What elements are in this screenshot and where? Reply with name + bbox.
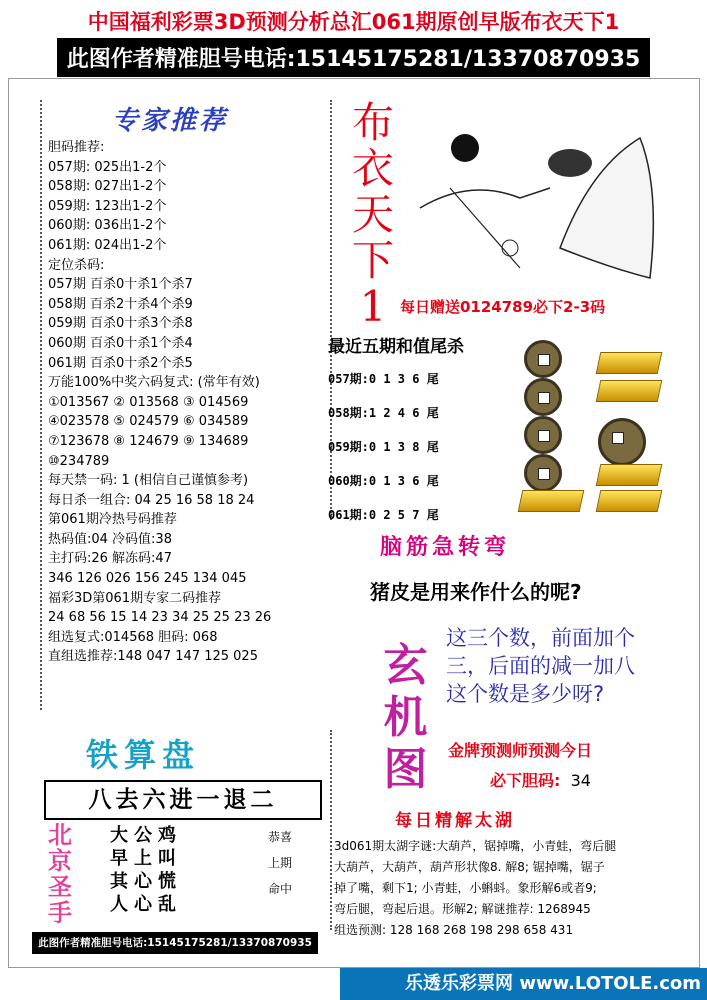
abacus-side-char: 圣 (48, 873, 72, 901)
expert-line: 胆码推荐: (48, 140, 105, 155)
riddle-line: 这三个数，前面加个 (446, 626, 635, 650)
expert-line: 060期 百杀0十杀1个杀4 (48, 335, 193, 351)
expert-line: 组选复式:014568 胆码: 068 (48, 629, 218, 645)
coin-icon (524, 416, 562, 454)
expert-line: 每天禁一码: 1 (相信自己谨慎参考) (48, 473, 249, 489)
bird-shape (548, 149, 592, 177)
taihu-line: 组选预测: 128 168 268 198 298 658 431 (334, 923, 574, 937)
taihu-line: 掉了嘴，剩下1; 小青蛙，小蝌蚪。象形解6或者9; (334, 881, 597, 895)
must-value: 34 (570, 771, 591, 790)
abacus-congrats (268, 824, 292, 902)
brand-char: 1 (359, 282, 387, 331)
coins-gold-illustration (520, 340, 690, 520)
gold-bar-icon (596, 352, 663, 374)
poem-line: 大公鸡 (110, 825, 182, 846)
expert-line: 059期 百杀0十杀3个杀8 (48, 316, 193, 332)
must-pick (490, 768, 591, 791)
expert-line: 直组选推荐:148 047 147 125 025 (48, 649, 258, 665)
trail-line: 060期:0 1 3 6 尾 (328, 474, 439, 488)
gold-bar-icon (596, 490, 663, 512)
riddle-numbers (446, 624, 696, 708)
hill-line (420, 188, 550, 208)
expert-line: 057期: 025出1-2个 (48, 159, 167, 175)
congrats-line: 上期 (268, 856, 293, 870)
gold-bar-icon (518, 490, 585, 512)
trail-line: 061期:0 2 5 7 尾 (328, 508, 439, 522)
expert-line: 057期 百杀0十杀1个杀7 (48, 277, 193, 293)
riddle-line: 这个数是多少呀? (446, 682, 605, 706)
expert-line: ①013567 ② 013568 ③ 014569 (48, 394, 249, 410)
branch-line (450, 188, 520, 268)
bird-illustration (410, 108, 680, 288)
expert-line: 热码值:04 冷码值:38 (48, 531, 172, 547)
xuanji-vertical (378, 640, 433, 795)
abacus-side-char: 手 (48, 899, 72, 927)
expert-line: ⑩234789 (48, 453, 110, 469)
expert-line: ⑦123678 ⑧ 124679 ⑨ 134689 (48, 433, 249, 449)
expert-line: 万能100%中奖六码复式: (常年有效) (48, 375, 260, 391)
gold-bar-icon (596, 464, 663, 486)
expert-line: 主打码:26 解冻码:47 (48, 551, 172, 567)
coin-icon (524, 454, 562, 492)
gold-title: 金牌预测师预测今日 (448, 741, 593, 760)
trail-title: 最近五期和值尾杀 (328, 337, 464, 357)
expert-line: 定位杀码: (48, 257, 105, 273)
expert-line: 061期 百杀0十杀2个杀5 (48, 355, 193, 371)
expert-line: 24 68 56 15 14 23 34 25 25 23 26 (48, 610, 272, 626)
trail-line: 059期:0 1 3 8 尾 (328, 440, 439, 454)
abacus-poem (110, 824, 182, 916)
expert-line: ④023578 ⑤ 024579 ⑥ 034589 (48, 414, 249, 430)
brand-vertical (348, 100, 398, 330)
xuanji-char: 图 (383, 744, 428, 795)
brand-char: 布 (351, 98, 394, 147)
abacus-boxed-text: 八去六进一退二 (44, 780, 322, 820)
expert-list (48, 138, 338, 667)
expert-line: 059期: 123出1-2个 (48, 198, 167, 214)
taihu-line: 3d061期太湖字谜:大葫芦，锯掉嘴，小青蛙，弯后腿 (334, 839, 617, 853)
congrats-line: 命中 (268, 882, 293, 896)
poem-line: 其心慌 (110, 871, 182, 892)
site-link[interactable]: 乐透乐彩票网 www.LOTOLE.com (340, 968, 707, 1000)
expert-line: 058期 百杀2十杀4个杀9 (48, 296, 193, 312)
left-divider (40, 100, 42, 710)
author-phone-banner (0, 38, 707, 76)
trail-line: 058期:1 2 4 6 尾 (328, 406, 439, 420)
brand-char: 天 (351, 190, 394, 239)
coin-icon (598, 418, 646, 466)
expert-line: 346 126 026 156 245 134 045 (48, 571, 247, 587)
sun-shape (451, 134, 479, 162)
expert-line: 福彩3D第061期专家二码推荐 (48, 590, 222, 606)
footer-phone: 此图作者精准胆号电话:15145175281/13370870935 (32, 932, 318, 954)
xuanji-char: 玄 (383, 640, 428, 691)
expert-line: 061期: 024出1-2个 (48, 237, 167, 253)
poem-line: 早上叫 (110, 848, 182, 869)
taihu-banner: 每日精解太湖 (395, 811, 515, 831)
brand-char: 衣 (351, 144, 394, 193)
expert-line: 每日杀一组合: 04 25 16 58 18 24 (48, 492, 255, 508)
bottom-mid-divider (330, 730, 332, 930)
abacus-side-char: 北 (48, 821, 72, 849)
brand-char: 下 (351, 236, 394, 285)
xuanji-char: 机 (383, 692, 428, 743)
trail-line: 057期:0 1 3 6 尾 (328, 372, 439, 386)
poem-line: 人心乱 (110, 894, 182, 915)
congrats-line: 恭喜 (268, 830, 293, 844)
coin-icon (524, 378, 562, 416)
abacus-side (48, 822, 88, 926)
riddle-banner: 脑筋急转弯 (380, 535, 511, 560)
daily-gift: 每日赠送0124789必下2-3码 (400, 298, 606, 316)
gold-bar-icon (596, 380, 663, 402)
taihu-line: 弯后腿，弯起后退。形解2; 解谜推荐: 1268945 (334, 902, 591, 916)
expert-line: 060期: 036出1-2个 (48, 218, 167, 234)
riddle-question: 猪皮是用来作什么的呢? (370, 580, 582, 604)
expert-banner: 专家推荐 (111, 106, 228, 136)
taihu-line: 大葫芦，大葫芦，葫芦形状像8. 解8; 锯掉嘴，锯子 (334, 860, 605, 874)
coin-icon (524, 340, 562, 378)
taihu-text (334, 836, 700, 941)
abacus-side-char: 京 (48, 847, 72, 875)
flower-shape (502, 240, 518, 256)
expert-line: 第061期冷热号码推荐 (48, 512, 177, 528)
author-phone: 此图作者精准胆号电话:15145175281/13370870935 (57, 38, 651, 77)
abacus-banner: 铁算盘 (86, 736, 201, 774)
riddle-line: 三，后面的减一加八 (446, 654, 635, 678)
must-label: 必下胆码: (490, 771, 561, 790)
expert-line: 058期: 027出1-2个 (48, 179, 167, 195)
page-title: 中国福利彩票3D预测分析总汇061期原创早版布衣天下1 (87, 10, 620, 34)
